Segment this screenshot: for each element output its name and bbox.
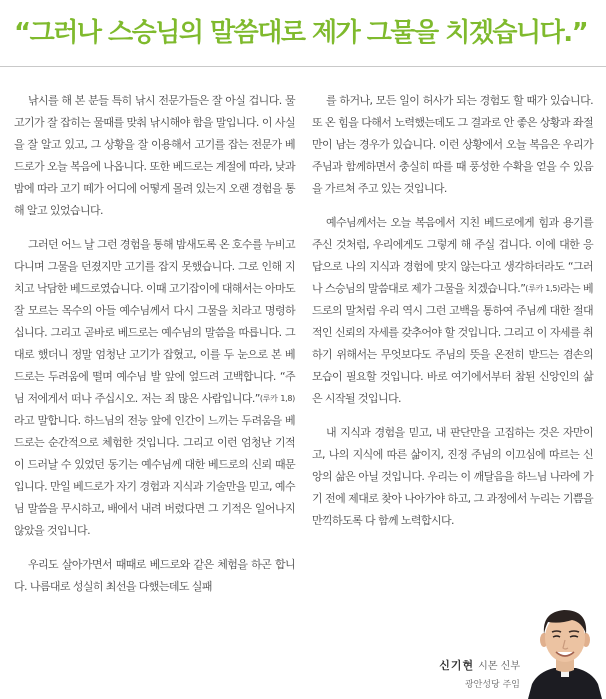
paragraph-text: 내 지식과 경험을 믿고, 내 판단만을 고집하는 것은 자만이고, 나의 지식에 따른 삶이지, 진정 주님의 이끄심에 따르는 신앙의 삶은 아닐 것입니다. 우리는 이 깨달음을 하느님 나라에 가기 전에 제대로 찾아 나아가야 하고, 그 과정에서 누리는 기쁨을 만끽하도록 다 함께 노력합시다. xyxy=(312,426,593,527)
author-role: 시몬 신부 xyxy=(478,661,520,672)
paragraph xyxy=(14,554,295,598)
author-portrait xyxy=(524,600,606,699)
paragraph xyxy=(14,90,295,222)
paragraph xyxy=(312,90,593,200)
paragraph-text: 예수님께서는 오늘 복음에서 지친 베드로에게 힘과 용기를 주신 것처럼, 우리에게도 그렇게 해 주실 겁니다. 이에 대한 응답으로 나의 지식과 경험에 맞지 않는다고 생각하더라도 “그러나 스승님의 말씀대로 제가 그물을 치겠습니다.” xyxy=(312,216,593,295)
author-name: 신기현 xyxy=(439,659,475,672)
scripture-reference: (루카 1,8) xyxy=(259,394,295,403)
author-parish: 광안성당 주임 xyxy=(464,680,520,690)
paragraph-text: 우리도 살아가면서 때때로 베드로와 같은 체험을 하곤 합니다. 나름대로 성실히 최선을 다했는데도 실패 xyxy=(14,558,295,593)
scripture-reference: (루카 1,5) xyxy=(525,284,560,293)
title-divider xyxy=(0,66,606,67)
left-column xyxy=(14,90,295,610)
paragraph xyxy=(14,234,295,542)
paragraph xyxy=(312,422,593,532)
paragraph-text: 라는 베드로의 말처럼 우리 역시 그런 고백을 통하여 주님께 대한 절대적인 신뢰의 자세를 갖추어야 할 것입니다. 그리고 이 자세를 취하기 위해서는 무엇보다도 주님의 뜻을 온전히 받드는 겸손의 모습이 필요할 것입니다. 바로 여기에서부터 참된 신앙인의 삶은 시작될 것입니다. xyxy=(312,282,593,405)
paragraph-text: 낚시를 해 본 분들 특히 낚시 전문가들은 잘 아실 겁니다. 물고기가 잘 잡히는 물때를 맞춰 낚시해야 함을 말입니다. 이 사실을 잘 알고 있고, 그 상황을 잘 이용해서 고기를 잡는 전문가 베드로가 오늘 복음에 나옵니다. 또한 베드로는 계절에 따라, 낮과 밤에 따라 고기 떼가 어디에 어떻게 몰려 있는지 오랜 경험을 통해 알고 있었습니다. xyxy=(14,94,295,217)
paragraph-text: 를 하거나, 모든 일이 허사가 되는 경험도 할 때가 있습니다. 또 온 힘을 다해서 노력했는데도 그 결과로 안 좋은 상황과 좌절만이 남는 경우가 있습니다. 이런 상황에서 오늘 복음은 우리가 주님과 함께하면서 충실히 따를 때 풍성한 수확을 얻을 수 있음을 가르쳐 주고 있는 것입니다. xyxy=(312,94,593,195)
paragraph-text: 라고 말합니다. 하느님의 전능 앞에 인간이 느끼는 두려움을 베드로는 순간적으로 체험한 것입니다. 그리고 이런 엄청난 기적이 드러날 수 있었던 동기는 예수님께 대한 베드로의 신뢰 때문입니다. 만일 베드로가 자기 경험과 지식과 기술만을 믿고, 예수님 말씀을 무시하고, 배에서 내려 버렸다면 그 기적은 일어나지 않았을 것입니다. xyxy=(14,414,295,537)
paragraph-text: 그러던 어느 날 그런 경험을 통해 밤새도록 온 호수를 누비고 다니며 그물을 던졌지만 고기를 잡지 못했습니다. 그로 인해 지치고 낙담한 베드로였습니다. 이때 고기잡이에 대해서는 아마도 잘 모르는 목수의 아들 예수님께서 다시 그물을 치라고 명령하십니다. 그리고 곧바로 베드로는 예수님의 말씀을 따릅니다. 그대로 했더니 정말 엄청난 고기가 잡혔고, 이를 두 눈으로 본 베드로는 두려움에 떨며 예수님 발 앞에 엎드려 고백합니다. “주님 저에게서 떠나 주십시오. 저는 죄 많은 사람입니다.” xyxy=(14,238,295,405)
author-credit xyxy=(410,654,520,690)
priest-portrait-image xyxy=(524,600,606,699)
page-title: “그러나 스승님의 말씀대로 제가 그물을 치겠습니다.” xyxy=(14,18,588,48)
right-column xyxy=(312,90,593,544)
paragraph xyxy=(312,212,593,410)
